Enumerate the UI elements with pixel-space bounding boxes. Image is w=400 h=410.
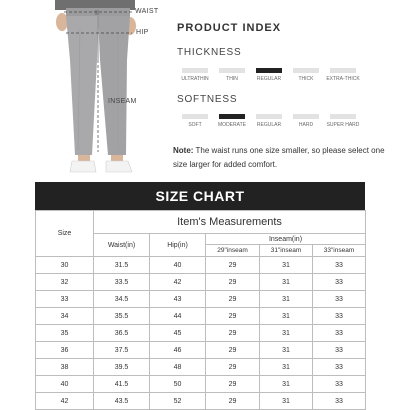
table-row <box>36 274 366 291</box>
waist-cell: 34.5 <box>94 291 150 308</box>
inseam-33-cell: 33 <box>313 342 366 359</box>
size-cell: 32 <box>36 274 94 291</box>
inseam-33-cell: 33 <box>313 274 366 291</box>
table-row <box>36 342 366 359</box>
note-label: Note: <box>173 146 194 155</box>
size-cell: 35 <box>36 325 94 342</box>
size-cell: 40 <box>36 376 94 393</box>
product-index <box>170 0 400 180</box>
table-row <box>36 359 366 376</box>
inseam-label: INSEAM <box>108 98 137 105</box>
product-photo <box>0 0 170 180</box>
thickness-scale <box>177 68 400 88</box>
inseam-31-cell: 31 <box>260 359 313 376</box>
size-cell: 34 <box>36 308 94 325</box>
hip-cell: 43 <box>150 291 206 308</box>
size-cell: 36 <box>36 342 94 359</box>
inseam-33-cell: 33 <box>313 308 366 325</box>
hip-cell: 52 <box>150 393 206 410</box>
thickness-option: EXTRA-THICK <box>325 68 361 82</box>
size-cell: 30 <box>36 257 94 274</box>
inseam-29-cell: 29 <box>206 257 260 274</box>
waist-cell: 35.5 <box>94 308 150 325</box>
table-row <box>36 376 366 393</box>
softness-title: SOFTNESS <box>177 94 238 105</box>
inseam-31-cell: 31 <box>260 274 313 291</box>
waist-label: WAIST <box>135 8 159 15</box>
waist-cell: 41.5 <box>94 376 150 393</box>
hip-cell: 48 <box>150 359 206 376</box>
thickness-title: THICKNESS <box>177 47 242 58</box>
inseam-33-cell: 33 <box>313 393 366 410</box>
size-cell: 38 <box>36 359 94 376</box>
size-chart-table <box>35 210 366 410</box>
table-row <box>36 393 366 410</box>
size-cell: 33 <box>36 291 94 308</box>
table-row <box>36 308 366 325</box>
hip-cell: 42 <box>150 274 206 291</box>
inseam-29-cell: 29 <box>206 291 260 308</box>
waist-cell: 31.5 <box>94 257 150 274</box>
sizing-note <box>173 144 398 172</box>
table-row <box>36 257 366 274</box>
waist-cell: 37.5 <box>94 342 150 359</box>
inseam-29-cell: 29 <box>206 393 260 410</box>
size-chart-title: SIZE CHART <box>35 182 365 210</box>
pants-model-image <box>0 0 170 180</box>
inseam-33-cell: 33 <box>313 291 366 308</box>
hip-cell: 44 <box>150 308 206 325</box>
inseam-31-header: 31"inseam <box>260 245 313 257</box>
product-index-title: PRODUCT INDEX <box>177 22 282 34</box>
note-text: The waist runs one size smaller, so please select one size larger for added comfort. <box>173 146 385 169</box>
inseam-29-cell: 29 <box>206 359 260 376</box>
hip-cell: 45 <box>150 325 206 342</box>
thickness-option: ULTRATHIN <box>177 68 213 82</box>
inseam-33-cell: 33 <box>313 359 366 376</box>
hip-header: Hip(in) <box>150 234 206 257</box>
waist-header: Waist(in) <box>94 234 150 257</box>
inseam-33-header: 33"inseam <box>313 245 366 257</box>
inseam-header: Inseam(in) <box>206 234 366 245</box>
hip-cell: 40 <box>150 257 206 274</box>
softness-option: SOFT <box>177 114 213 128</box>
waist-cell: 33.5 <box>94 274 150 291</box>
size-cell: 42 <box>36 393 94 410</box>
softness-scale <box>177 114 400 134</box>
inseam-29-cell: 29 <box>206 325 260 342</box>
hip-cell: 46 <box>150 342 206 359</box>
thickness-option: THIN <box>214 68 250 82</box>
measurements-header: Item's Measurements <box>94 211 366 234</box>
size-header: Size <box>36 211 94 257</box>
inseam-31-cell: 31 <box>260 325 313 342</box>
inseam-29-cell: 29 <box>206 376 260 393</box>
waist-cell: 39.5 <box>94 359 150 376</box>
thickness-option-selected: REGULAR <box>251 68 287 82</box>
inseam-31-cell: 31 <box>260 308 313 325</box>
table-row <box>36 325 366 342</box>
inseam-29-cell: 29 <box>206 342 260 359</box>
inseam-29-header: 29"inseam <box>206 245 260 257</box>
softness-option: REGULAR <box>251 114 287 128</box>
hip-cell: 50 <box>150 376 206 393</box>
softness-option-selected: MODERATE <box>214 114 250 128</box>
waist-cell: 36.5 <box>94 325 150 342</box>
inseam-31-cell: 31 <box>260 342 313 359</box>
table-row <box>36 291 366 308</box>
inseam-33-cell: 33 <box>313 257 366 274</box>
inseam-33-cell: 33 <box>313 376 366 393</box>
softness-option: SUPER HARD <box>325 114 361 128</box>
inseam-31-cell: 31 <box>260 393 313 410</box>
inseam-31-cell: 31 <box>260 291 313 308</box>
waist-cell: 43.5 <box>94 393 150 410</box>
softness-option: HARD <box>288 114 324 128</box>
hip-label: HIP <box>136 29 149 36</box>
inseam-33-cell: 33 <box>313 325 366 342</box>
inseam-31-cell: 31 <box>260 376 313 393</box>
thickness-option: THICK <box>288 68 324 82</box>
inseam-31-cell: 31 <box>260 257 313 274</box>
inseam-29-cell: 29 <box>206 274 260 291</box>
inseam-29-cell: 29 <box>206 308 260 325</box>
